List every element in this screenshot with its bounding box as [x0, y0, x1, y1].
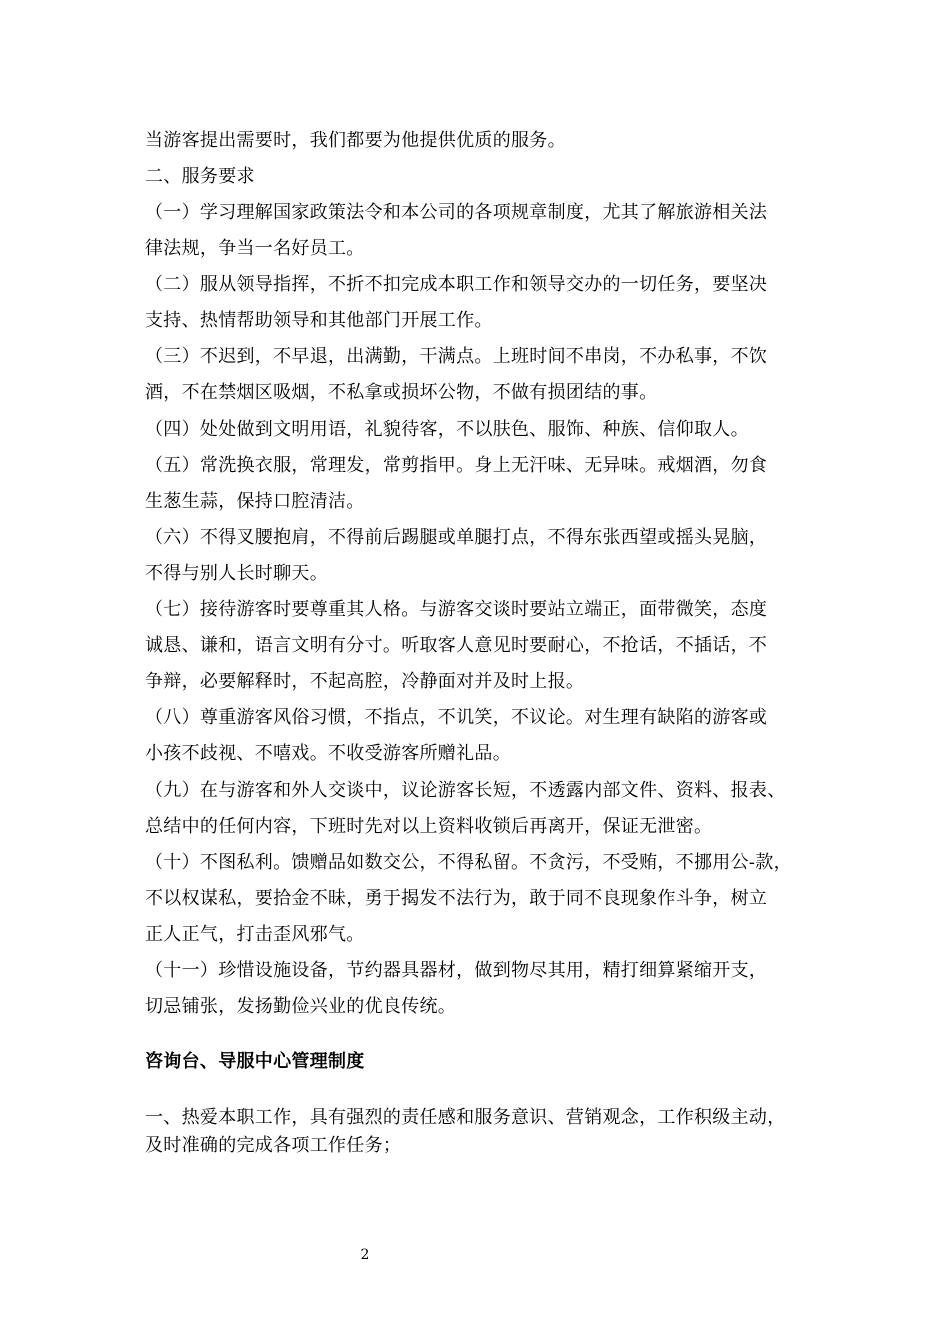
document-title: 咨询台、导服中心管理制度 [145, 1051, 365, 1072]
text-line: （六）不得叉腰抱肩，不得前后踢腿或单腿打点，不得东张西望或摇头晃脑， [145, 527, 768, 548]
text-line: 诚恳、谦和，语言文明有分寸。听取客人意见时要耐心，不抢话，不插话，不 [145, 635, 768, 656]
page-number: 2 [360, 1247, 370, 1263]
text-line: （五）常洗换衣服，常理发，常剪指甲。身上无汗味、无异味。戒烟酒，勿食 [145, 455, 768, 476]
text-line: （七）接待游客时要尊重其人格。与游客交谈时要站立端正，面带微笑，态度 [145, 599, 768, 620]
text-line: 生葱生蒜，保持口腔清洁。 [145, 491, 365, 512]
text-line: 当游客提出需要时，我们都要为他提供优质的服务。 [145, 130, 566, 151]
text-line: （三）不迟到，不早退，出满勤，干满点。上班时间不串岗，不办私事，不饮 [145, 346, 768, 367]
text-line: 一、热爱本职工作，具有强烈的责任感和服务意识、营销观念，工作积级主动， [145, 1107, 786, 1128]
text-line: （八）尊重游客风俗习惯，不指点，不讥笑，不议论。对生理有缺陷的游客或 [145, 707, 768, 728]
text-line: （十）不图私利。馈赠品如数交公，不得私留。不贪污，不受贿，不挪用公-款， [145, 852, 792, 873]
text-line: （二）服从领导指挥，不折不扣完成本职工作和领导交办的一切任务，要坚决 [145, 274, 768, 295]
text-line: （一）学习理解国家政策法令和本公司的各项规章制度，尤其了解旅游相关法 [145, 202, 768, 223]
text-line: 总结中的任何内容，下班时先对以上资料收锁后再离开，保证无泄密。 [145, 816, 713, 837]
text-line: 切忌铺张，发扬勤俭兴业的优良传统。 [145, 996, 457, 1017]
text-line: 不得与别人长时聊天。 [145, 563, 328, 584]
text-line: （四）处处做到文明用语，礼貌待客，不以肤色、服饰、种族、信仰取人。 [145, 419, 749, 440]
text-line: 正人正气，打击歪风邪气。 [145, 924, 365, 945]
text-line: 不以权谋私，要拾金不昧，勇于揭发不法行为，敢于同不良现象作斗争，树立 [145, 888, 768, 909]
text-line: 争辩，必要解释时，不起高腔，冷静面对并及时上报。 [145, 671, 585, 692]
text-line: 支持、热情帮助领导和其他部门开展工作。 [145, 310, 493, 331]
text-line: （九）在与游客和外人交谈中，议论游客长短，不透露内部文件、资料、报表、 [145, 780, 786, 801]
text-line: 律法规，争当一名好员工。 [145, 238, 365, 259]
section-heading: 二、服务要求 [145, 166, 255, 187]
text-line: 小孩不歧视、不嘻戏。不收受游客所赠礼品。 [145, 743, 511, 764]
text-line: 酒，不在禁烟区吸烟，不私拿或损坏公物，不做有损团结的事。 [145, 382, 658, 403]
text-line: 及时准确的完成各项工作任务； [145, 1135, 402, 1156]
text-line: （十一）珍惜设施设备，节约器具器材，做到物尽其用，精打细算紧缩开支， [145, 960, 768, 981]
